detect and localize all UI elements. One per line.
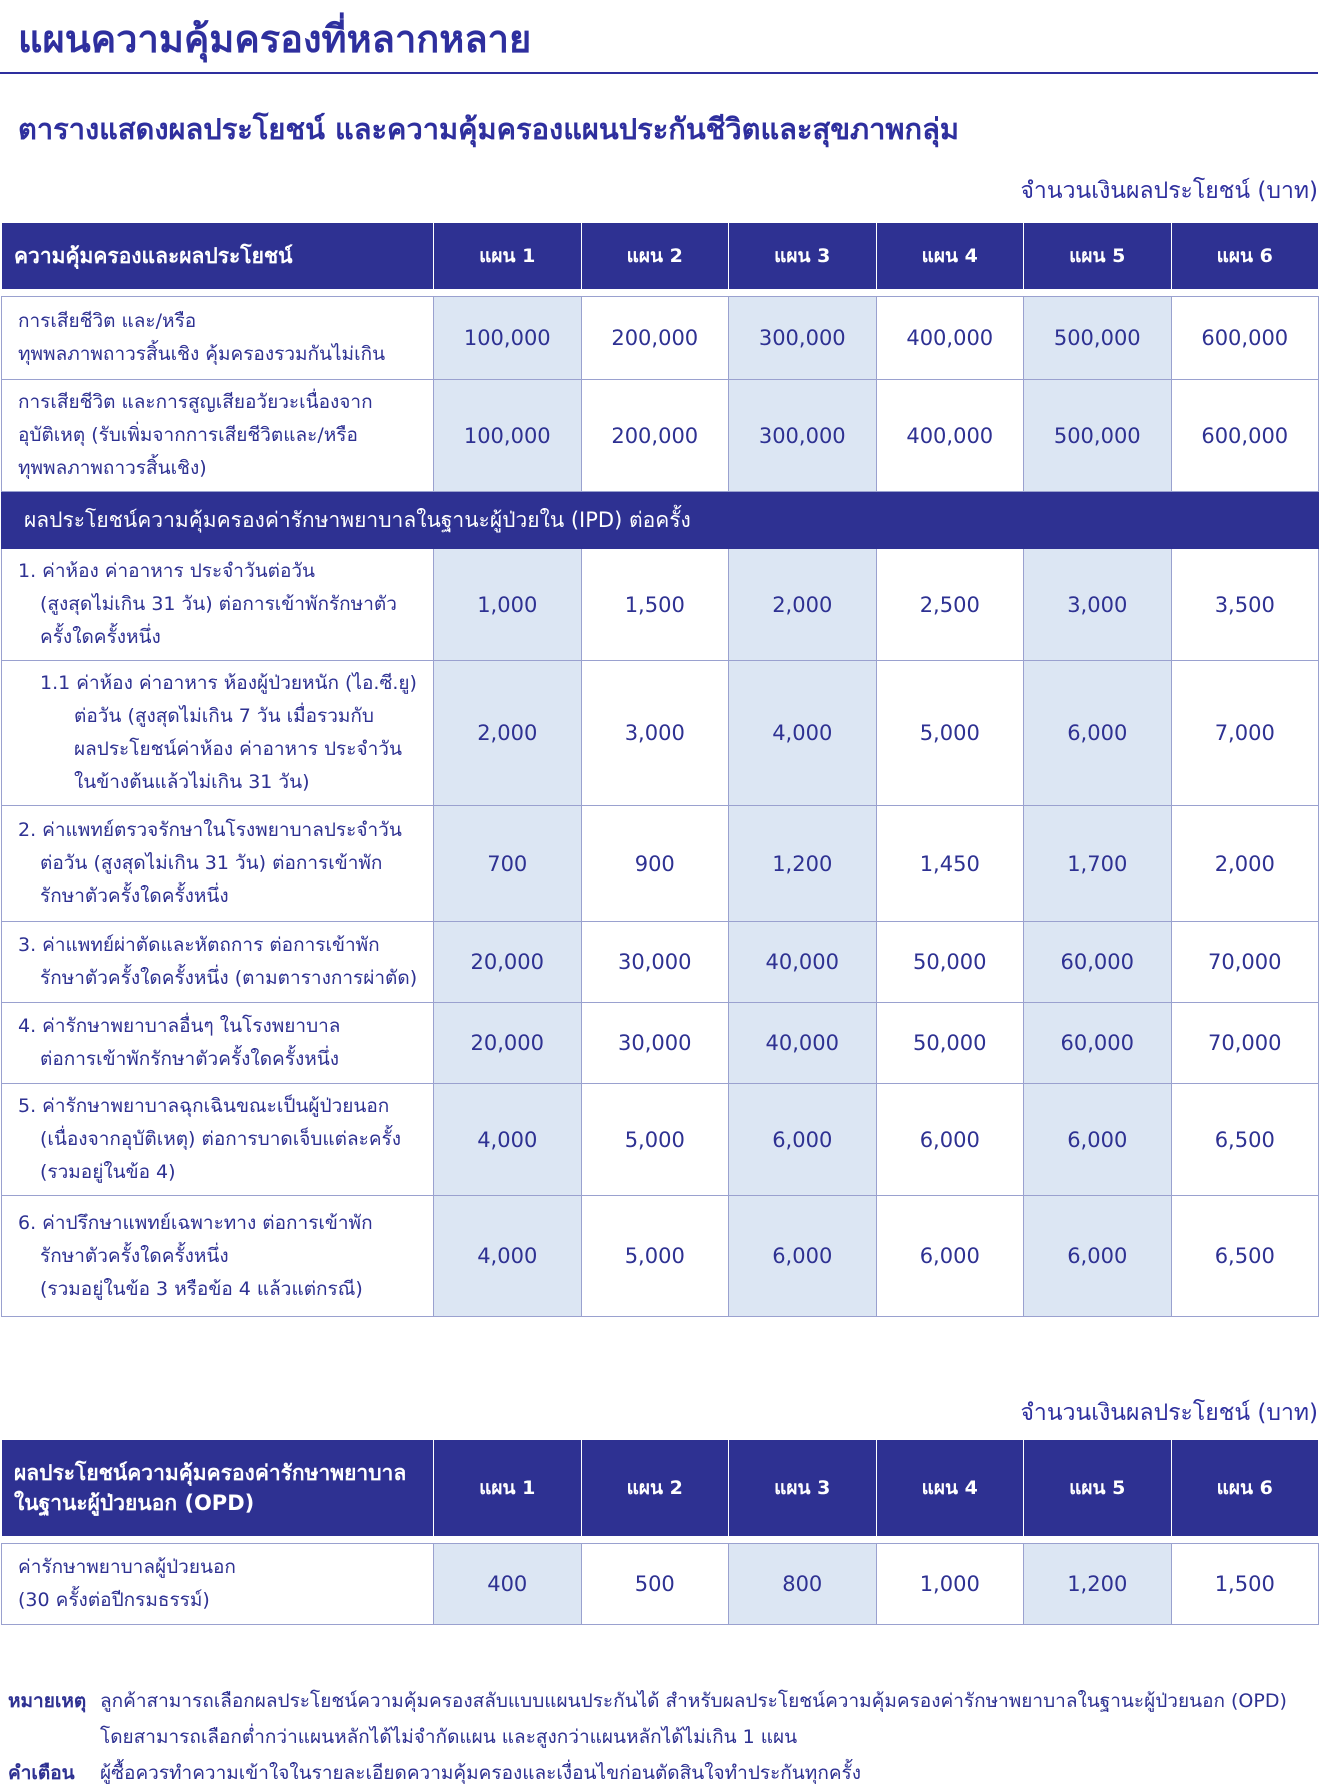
column-header-plan: แผน 6 [1171,223,1319,290]
plan-value-cell: 900 [581,806,729,922]
row-label-line: ครั้งใดครั้งหนึ่ง [40,626,161,648]
plan-value-cell: 600,000 [1171,380,1319,492]
unit-label: จำนวนเงินผลประโยชน์ (บาท) [1020,178,1318,204]
row-label-line: ในข้างต้นแล้วไม่เกิน 31 วัน) [74,771,310,793]
plan-value-cell: 4,000 [434,1084,582,1196]
plan-value-cell: 3,000 [1024,549,1172,661]
plan-value-cell: 800 [729,1544,877,1625]
page-title: แผนความคุ้มครองที่หลากหลาย [18,17,532,61]
plan-value-cell: 500,000 [1024,297,1172,380]
row-label-line: 3. ค่าแพทย์ผ่าตัดและหัตถการ ต่อการเข้าพัก [18,934,380,956]
spacer-cell [729,290,877,297]
table-subtitle: ตารางแสดงผลประโยชน์ และความคุ้มครองแผนประกันชีวิตและสุขภาพกลุ่ม [18,112,959,146]
table-row [2,1084,1319,1196]
spacer-cell [1024,290,1172,297]
table-header-row [2,1440,1319,1537]
warning-text: ผู้ซื้อควรทำความเข้าใจในรายละเอียดความคุ้มครองและเงื่อนไขก่อนตัดสินใจทำประกันทุกครั้ง [100,1762,862,1784]
plan-value-cell: 2,500 [876,549,1024,661]
row-label [2,661,434,806]
table-row [2,806,1319,922]
plan-value-cell: 100,000 [434,380,582,492]
plan-value-cell: 500 [581,1544,729,1625]
plan-value-cell: 1,000 [434,549,582,661]
plan-value-cell: 200,000 [581,380,729,492]
column-header-plan: แผน 1 [434,1440,582,1537]
row-label-line: 4. ค่ารักษาพยาบาลอื่นๆ ในโรงพยาบาล [18,1015,341,1037]
row-label-line: 2. ค่าแพทย์ตรวจรักษาในโรงพยาบาลประจำวัน [18,819,402,841]
plan-value-cell: 3,500 [1171,549,1319,661]
plan-value-cell: 200,000 [581,297,729,380]
spacer-cell [581,1537,729,1544]
row-label-line: ต่อวัน (สูงสุดไม่เกิน 7 วัน เมื่อรวมกับ [74,705,374,727]
row-label-line: 1. ค่าห้อง ค่าอาหาร ประจำวันต่อวัน [18,560,316,582]
row-label-line: การเสียชีวิต และ/หรือ [18,310,197,332]
plan-value-cell: 6,000 [876,1084,1024,1196]
title-divider [0,72,1318,74]
ipd-section-row [2,492,1319,549]
plan-value-cell: 6,000 [1024,661,1172,806]
row-label-line: 6. ค่าปรึกษาแพทย์เฉพาะทาง ต่อการเข้าพัก [18,1211,373,1234]
row-label-line: รักษาตัวครั้งใดครั้งหนึ่ง (ตามตารางการผ่าตัด) [40,967,418,989]
ipd-section-title: ผลประโยชน์ความคุ้มครองค่ารักษาพยาบาลในฐานะผู้ป่วยใน (IPD) ต่อครั้ง [2,492,1319,549]
row-label [2,297,434,380]
row-label-line: ค่ารักษาพยาบาลผู้ป่วยนอก [18,1556,236,1578]
row-label-line: (สูงสุดไม่เกิน 31 วัน) ต่อการเข้าพักรักษาตัว [40,593,397,615]
plan-value-cell: 1,500 [581,549,729,661]
table-row [2,661,1319,806]
plan-value-cell: 600,000 [1171,297,1319,380]
row-label-line: (รวมอยู่ในข้อ 4) [40,1161,176,1183]
plan-value-cell: 6,000 [876,1196,1024,1317]
column-header-plan: แผน 1 [434,223,582,290]
plan-value-cell: 1,500 [1171,1544,1319,1625]
plan-value-cell: 1,200 [729,806,877,922]
footnotes [8,1683,1287,1791]
plan-value-cell: 2,000 [729,549,877,661]
plan-value-cell: 400,000 [876,297,1024,380]
row-label-line: (เนื่องจากอุบัติเหตุ) ต่อการบาดเจ็บแต่ละครั้ง [40,1128,402,1150]
plan-value-cell: 2,000 [434,661,582,806]
plan-value-cell: 20,000 [434,922,582,1003]
remark-note [8,1683,1287,1755]
spacer-row [2,1537,1319,1544]
spacer-cell [729,1537,877,1544]
row-label-line: 5. ค่ารักษาพยาบาลฉุกเฉินขณะเป็นผู้ป่วยนอก [18,1095,390,1117]
plan-value-cell: 300,000 [729,380,877,492]
plan-value-cell: 5,000 [581,1196,729,1317]
plan-value-cell: 6,000 [1024,1084,1172,1196]
warning-note [8,1755,1287,1791]
row-label [2,380,434,492]
plan-value-cell: 700 [434,806,582,922]
table-row [2,922,1319,1003]
unit-label-opd: จำนวนเงินผลประโยชน์ (บาท) [1020,1400,1318,1426]
plan-value-cell: 6,000 [729,1196,877,1317]
plan-value-cell: 60,000 [1024,922,1172,1003]
plan-value-cell: 50,000 [876,1003,1024,1084]
plan-value-cell: 2,000 [1171,806,1319,922]
plan-value-cell: 1,450 [876,806,1024,922]
column-header-coverage: ความคุ้มครองและผลประโยชน์ [2,223,434,290]
plan-value-cell: 70,000 [1171,922,1319,1003]
spacer-cell [581,290,729,297]
plan-value-cell: 100,000 [434,297,582,380]
plan-value-cell: 30,000 [581,1003,729,1084]
row-label-line: 1.1 ค่าห้อง ค่าอาหาร ห้องผู้ป่วยหนัก (ไอ.ซี.ยู) [40,672,417,694]
row-label [2,549,434,661]
remark-key: หมายเหตุ [8,1690,87,1712]
table-row [2,1196,1319,1317]
plan-value-cell: 20,000 [434,1003,582,1084]
row-label-line: รักษาตัวครั้งใดครั้งหนึ่ง [40,885,229,907]
spacer-cell [1171,290,1319,297]
row-label-line: (รวมอยู่ในข้อ 3 หรือข้อ 4 แล้วแต่กรณี) [40,1277,363,1300]
plan-value-cell: 40,000 [729,1003,877,1084]
plan-value-cell: 6,500 [1171,1196,1319,1317]
row-label [2,922,434,1003]
plan-value-cell: 500,000 [1024,380,1172,492]
row-label-line: ต่อวัน (สูงสุดไม่เกิน 31 วัน) ต่อการเข้าพัก [40,852,383,874]
plan-value-cell: 6,000 [729,1084,877,1196]
remark-line: ลูกค้าสามารถเลือกผลประโยชน์ความคุ้มครองสลับแบบแผนประกันได้ สำหรับผลประโยชน์ความคุ้มครองค่ารักษาพยาบาลในฐานะผู้ป่วยนอก (OPD) [100,1690,1287,1712]
plan-value-cell: 50,000 [876,922,1024,1003]
spacer-cell [876,290,1024,297]
column-header-plan: แผน 6 [1171,1440,1319,1537]
column-header-plan: แผน 2 [581,223,729,290]
plan-value-cell: 1,700 [1024,806,1172,922]
table-row [2,549,1319,661]
plan-value-cell: 300,000 [729,297,877,380]
plan-value-cell: 6,000 [1024,1196,1172,1317]
plan-value-cell: 400,000 [876,380,1024,492]
spacer-cell [2,1537,434,1544]
column-header-plan: แผน 5 [1024,223,1172,290]
header-line: ในฐานะผู้ป่วยนอก (OPD) [14,1491,255,1515]
plan-value-cell: 70,000 [1171,1003,1319,1084]
plan-value-cell: 5,000 [876,661,1024,806]
row-label-line: อุบัติเหตุ (รับเพิ่มจากการเสียชีวิตและ/หรือ [18,424,358,446]
column-header-plan: แผน 4 [876,1440,1024,1537]
spacer-row [2,290,1319,297]
plan-value-cell: 1,200 [1024,1544,1172,1625]
table-row [2,380,1319,492]
row-label-line: (30 ครั้งต่อปีกรมธรรม์) [18,1589,210,1611]
opd-table [1,1439,1319,1625]
plan-value-cell: 40,000 [729,922,877,1003]
plan-value-cell: 3,000 [581,661,729,806]
row-label [2,1196,434,1317]
table-row [2,1003,1319,1084]
spacer-cell [1024,1537,1172,1544]
row-label-line: การเสียชีวิต และการสูญเสียอวัยวะเนื่องจาก [18,391,373,413]
spacer-cell [1171,1537,1319,1544]
row-label [2,1003,434,1084]
table-row [2,1544,1319,1625]
row-label [2,1544,434,1625]
benefits-table [1,222,1319,1317]
plan-value-cell: 1,000 [876,1544,1024,1625]
row-label-line: ทุพพลภาพถาวรสิ้นเชิง) [18,457,207,479]
row-label-line: ต่อการเข้าพักรักษาตัวครั้งใดครั้งหนึ่ง [40,1048,340,1070]
spacer-cell [434,1537,582,1544]
plan-value-cell: 6,500 [1171,1084,1319,1196]
plan-value-cell: 4,000 [434,1196,582,1317]
plan-value-cell: 5,000 [581,1084,729,1196]
row-label [2,806,434,922]
header-line: ผลประโยชน์ความคุ้มครองค่ารักษาพยาบาล [14,1461,407,1485]
spacer-cell [2,290,434,297]
plan-value-cell: 4,000 [729,661,877,806]
column-header-plan: แผน 4 [876,223,1024,290]
plan-value-cell: 60,000 [1024,1003,1172,1084]
plan-value-cell: 30,000 [581,922,729,1003]
column-header-plan: แผน 3 [729,223,877,290]
remark-line: โดยสามารถเลือกต่ำกว่าแผนหลักได้ไม่จำกัดแผน และสูงกว่าแผนหลักได้ไม่เกิน 1 แผน [100,1726,798,1748]
plan-value-cell: 400 [434,1544,582,1625]
row-label-line: รักษาตัวครั้งใดครั้งหนึ่ง [40,1244,229,1267]
column-header-plan: แผน 5 [1024,1440,1172,1537]
plan-value-cell: 7,000 [1171,661,1319,806]
table-header-row [2,223,1319,290]
column-header-plan: แผน 2 [581,1440,729,1537]
column-header-opd [2,1440,434,1537]
row-label-line: ทุพพลภาพถาวรสิ้นเชิง คุ้มครองรวมกันไม่เกิน [18,343,386,365]
table-row [2,297,1319,380]
spacer-cell [434,290,582,297]
row-label-line: ผลประโยชน์ค่าห้อง ค่าอาหาร ประจำวัน [74,738,402,760]
column-header-plan: แผน 3 [729,1440,877,1537]
spacer-cell [876,1537,1024,1544]
warning-key: คำเตือน [8,1762,75,1784]
row-label [2,1084,434,1196]
